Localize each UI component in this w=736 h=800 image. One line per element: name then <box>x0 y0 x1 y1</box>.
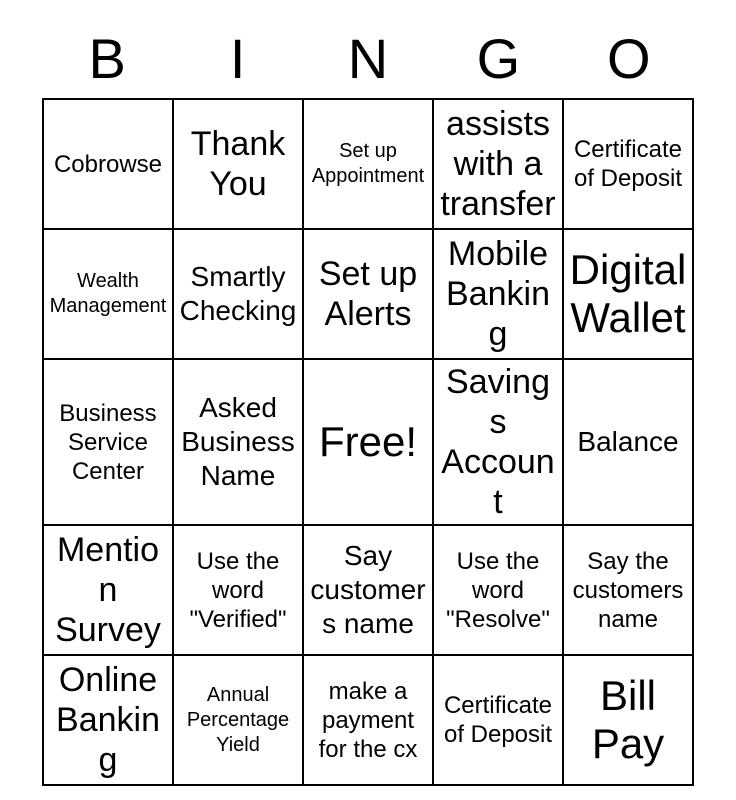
bingo-cell[interactable]: Certificate of Deposit <box>563 99 693 229</box>
bingo-cell[interactable]: Digital Wallet <box>563 229 693 359</box>
bingo-row <box>43 229 693 359</box>
bingo-cell[interactable]: Balance <box>563 359 693 525</box>
bingo-cell[interactable]: Use the word "Verified" <box>173 525 303 655</box>
bingo-header-letter-b: B <box>88 27 126 90</box>
bingo-header-letter-g: G <box>476 27 521 90</box>
bingo-header-letter-o: O <box>607 27 651 90</box>
bingo-cell[interactable]: Thank You <box>173 99 303 229</box>
bingo-cell[interactable]: Annual Percentage Yield <box>173 655 303 785</box>
bingo-cell[interactable]: make a payment for the cx <box>303 655 433 785</box>
bingo-cell[interactable]: Mention Survey <box>43 525 173 655</box>
bingo-cell[interactable]: Bill Pay <box>563 655 693 785</box>
bingo-cell[interactable]: Set up Alerts <box>303 229 433 359</box>
bingo-cell[interactable]: Certificate of Deposit <box>433 655 563 785</box>
bingo-cell-free[interactable]: Free! <box>303 359 433 525</box>
bingo-cell[interactable]: assists with a transfer <box>433 99 563 229</box>
bingo-cell[interactable]: Use the word "Resolve" <box>433 525 563 655</box>
bingo-row <box>43 655 693 785</box>
bingo-cell[interactable]: Say customers name <box>303 525 433 655</box>
bingo-header-letter-i: I <box>229 27 246 90</box>
bingo-cell[interactable]: Set up Appointment <box>303 99 433 229</box>
bingo-row <box>43 359 693 525</box>
bingo-cell[interactable]: Mobile Banking <box>433 229 563 359</box>
bingo-cell[interactable]: Business Service Center <box>43 359 173 525</box>
bingo-row <box>43 525 693 655</box>
bingo-header <box>42 0 694 90</box>
bingo-cell[interactable]: Cobrowse <box>43 99 173 229</box>
bingo-grid <box>42 98 694 786</box>
bingo-cell[interactable]: Smartly Checking <box>173 229 303 359</box>
bingo-cell[interactable]: Say the customers name <box>563 525 693 655</box>
bingo-cell[interactable]: Wealth Management <box>43 229 173 359</box>
bingo-cell[interactable]: Online Banking <box>43 655 173 785</box>
bingo-cell[interactable]: Savings Account <box>433 359 563 525</box>
bingo-row <box>43 99 693 229</box>
bingo-header-letter-n: N <box>347 27 389 90</box>
bingo-cell[interactable]: Asked Business Name <box>173 359 303 525</box>
